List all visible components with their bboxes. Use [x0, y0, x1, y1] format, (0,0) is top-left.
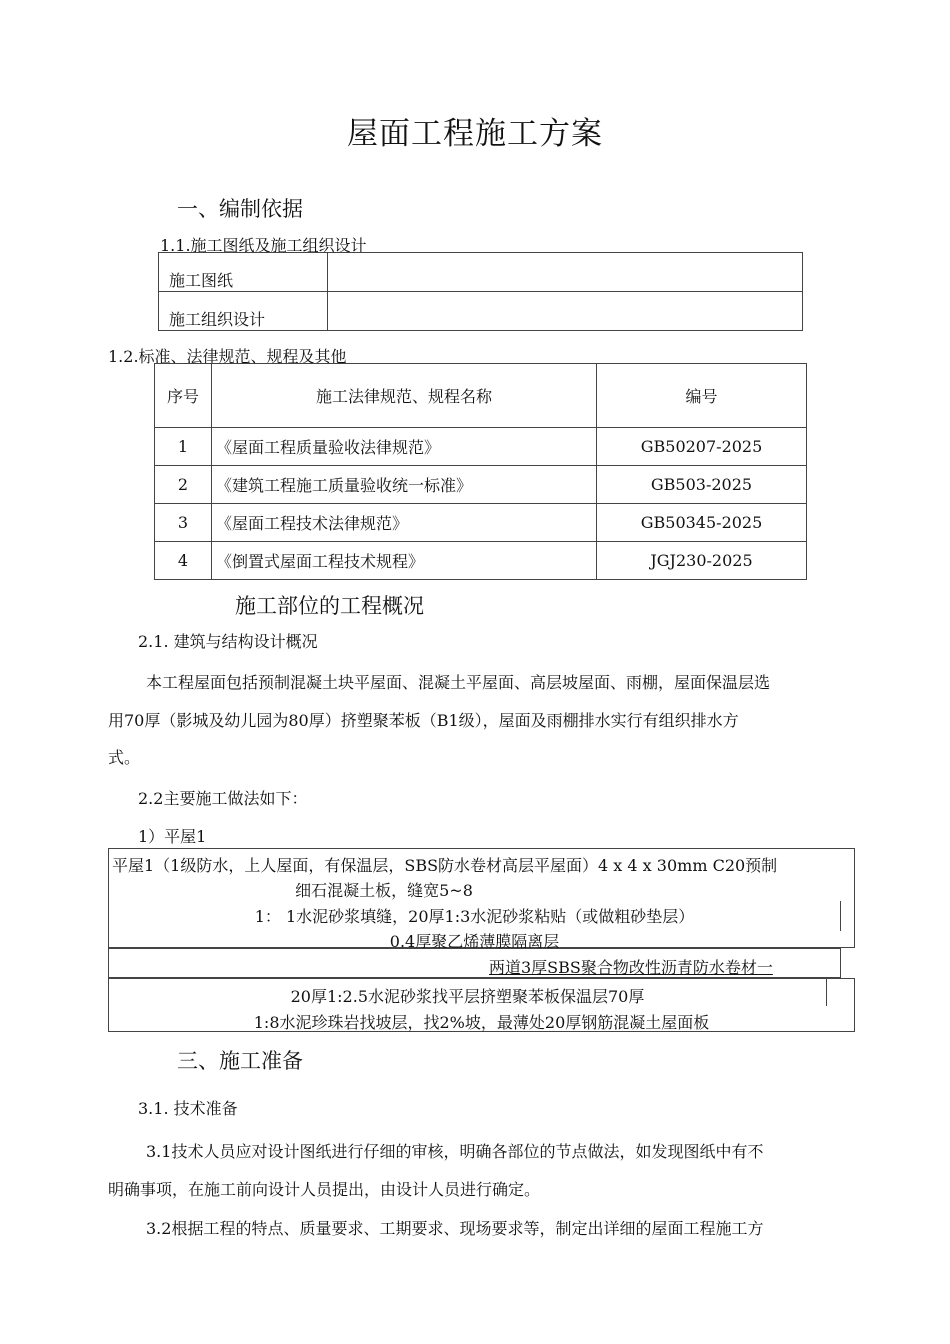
- section2-heading: 施工部位的工程概况: [235, 594, 424, 618]
- construction-line: 20厚1:2.5水泥砂浆找平层挤塑聚苯板保温层70厚: [290, 987, 645, 1006]
- standards-table: [154, 363, 807, 580]
- table-cell-no: 2: [155, 466, 212, 504]
- section3-sub1: 3.1. 技术准备: [138, 1099, 238, 1118]
- table-header: 序号: [155, 364, 212, 428]
- table-header-row: [155, 364, 807, 428]
- item-label: 1）平屋1: [138, 827, 207, 846]
- section2-sub1: 2.1. 建筑与结构设计概况: [138, 632, 318, 651]
- table-cell-name: 《屋面工程质量验收法律规范》: [212, 428, 597, 466]
- section1-sub2: 1.2.标准、法律规范、规程及其他: [108, 347, 347, 366]
- table-header: 编号: [597, 364, 807, 428]
- table-cell-no: 3: [155, 504, 212, 542]
- table-row: [155, 542, 807, 580]
- drawings-table: [158, 252, 803, 331]
- table-row: [155, 504, 807, 542]
- paragraph-line: 明确事项，在施工前向设计人员提出，由设计人员进行确定。: [108, 1180, 541, 1199]
- document-title: 屋面工程施工方案: [347, 116, 603, 152]
- paragraph-line: 式。: [108, 748, 141, 767]
- table-row: [155, 428, 807, 466]
- construction-line: 1： 1水泥砂浆填缝，20厚1:3水泥砂浆粘贴（或做粗砂垫层）: [254, 907, 695, 926]
- table-cell-code: JGJ230-2025: [597, 542, 807, 580]
- paragraph-line: 3.1技术人员应对设计图纸进行仔细的审核，明确各部位的节点做法，如发现图纸中有不: [146, 1142, 764, 1161]
- table-cell-label: 施工组织设计: [159, 292, 328, 331]
- paragraph-line: 用70厚（影城及幼儿园为80厚）挤塑聚苯板（B1级），屋面及雨棚排水实行有组织排水方: [108, 711, 739, 730]
- table-cell-name: 《倒置式屋面工程技术规程》: [212, 542, 597, 580]
- section1-heading: 一、编制依据: [177, 197, 303, 221]
- table-header: 施工法律规范、规程名称: [212, 364, 597, 428]
- section2-sub2: 2.2主要施工做法如下：: [138, 789, 308, 808]
- construction-line: 0.4厚聚乙烯薄膜隔离层: [389, 932, 560, 951]
- paragraph-line: 3.2根据工程的特点、质量要求、工期要求、现场要求等，制定出详细的屋面工程施工方: [146, 1219, 764, 1238]
- table-cell-name: 《建筑工程施工质量验收统一标准》: [212, 466, 597, 504]
- table-cell-no: 4: [155, 542, 212, 580]
- section1-sub1: 1.1.施工图纸及施工组织设计: [160, 236, 367, 255]
- construction-line: 1:8水泥珍珠岩找坡层，找2%坡，最薄处20厚钢筋混凝土屋面板: [253, 1013, 710, 1032]
- table-cell-code: GB503-2025: [597, 466, 807, 504]
- construction-line: 细石混凝土板，缝宽5~8: [295, 881, 473, 900]
- table-cell-code: GB50207-2025: [597, 428, 807, 466]
- table-cell-value: [328, 253, 803, 292]
- table-row: [159, 292, 803, 331]
- table-cell-no: 1: [155, 428, 212, 466]
- construction-line: 两道3厚SBS聚合物改性沥青防水卷材一: [489, 958, 773, 977]
- section3-heading: 三、施工准备: [177, 1049, 303, 1073]
- table-cell-code: GB50345-2025: [597, 504, 807, 542]
- paragraph-line: 本工程屋面包括预制混凝土块平屋面、混凝土平屋面、高层坡屋面、雨棚，屋面保温层选: [146, 673, 771, 692]
- table-cell-label: 施工图纸: [159, 253, 328, 292]
- construction-line: 平屋1（1级防水，上人屋面，有保温层，SBS防水卷材高层平屋面）4 x 4 x 30mm C20预制: [112, 856, 778, 875]
- table-row: [155, 466, 807, 504]
- table-cell-value: [328, 292, 803, 331]
- table-row: [159, 253, 803, 292]
- table-cell-name: 《屋面工程技术法律规范》: [212, 504, 597, 542]
